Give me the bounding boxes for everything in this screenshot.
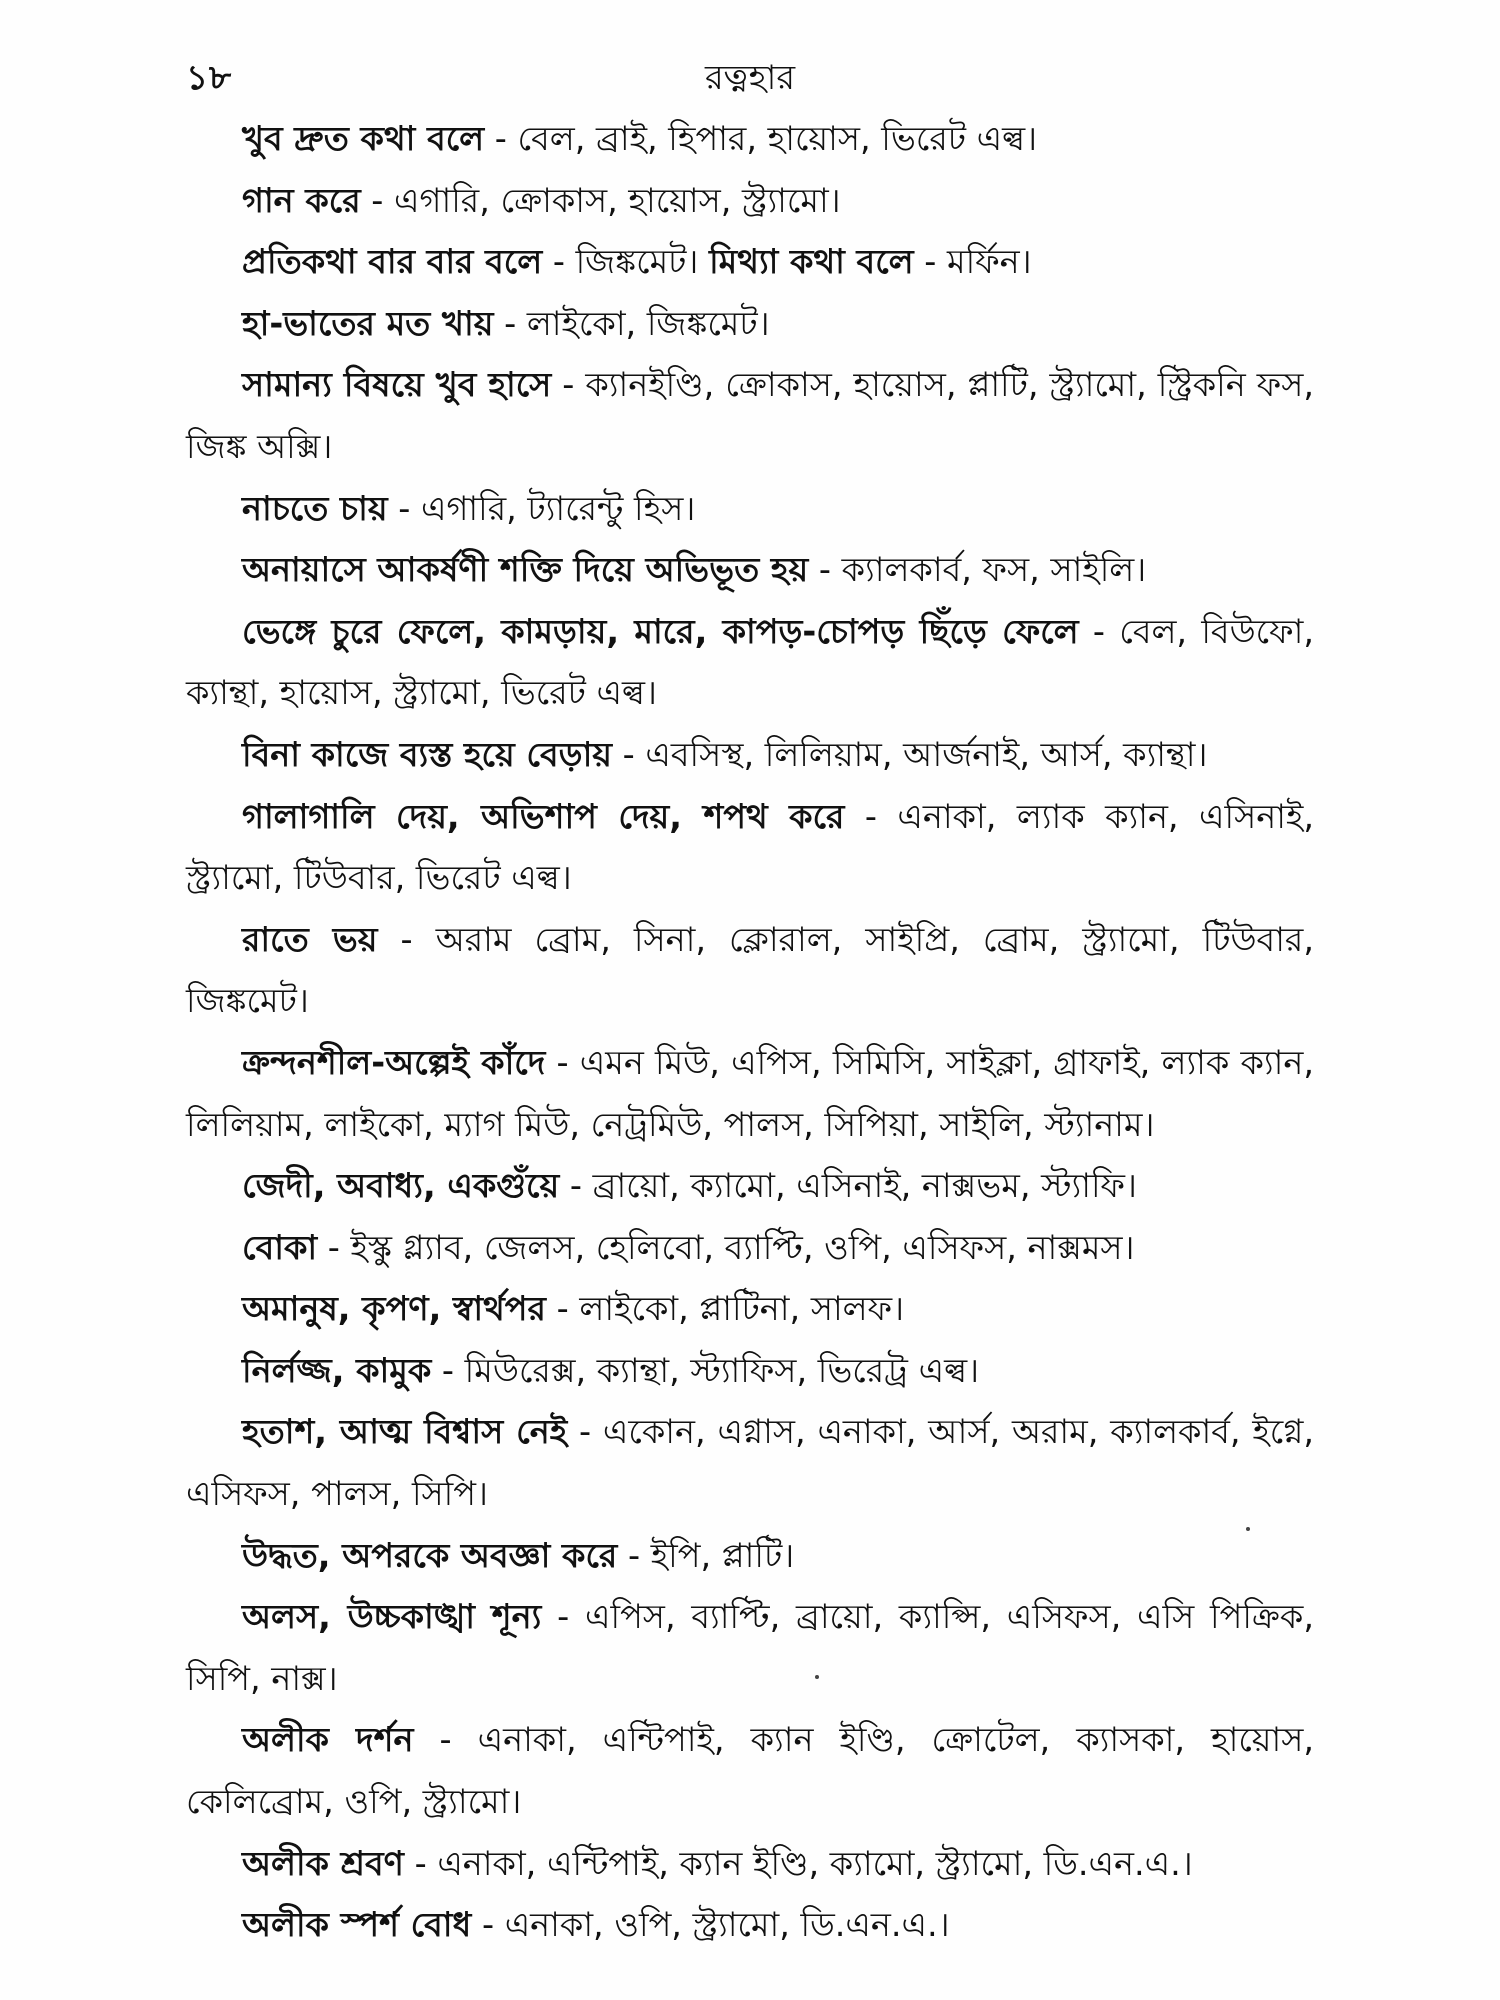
separator: -	[387, 488, 421, 528]
symptom-term: অনায়াসে আকর্ষণী শক্তি দিয়ে অভিভূত হয়	[242, 550, 809, 590]
page-header	[186, 52, 1314, 108]
entry-destructive	[186, 601, 1314, 724]
entry-speaks-fast	[186, 108, 1314, 170]
remedy-list: বেল, ব্রাই, হিপার, হায়োস, ভিরেট এল্ব।	[517, 119, 1038, 158]
symptom-term: অলস, উচ্চকাঙ্খা শূন্য	[242, 1597, 542, 1637]
separator: -	[413, 1720, 478, 1760]
entry-lacks-confidence	[186, 1401, 1314, 1524]
separator: -	[844, 796, 898, 836]
entry-laughs-at-trifles	[186, 354, 1314, 477]
remedy-list: এনাকা, এন্টিপাই, ক্যান ইণ্ডি, ক্রোটেল, ক্যাসকা, হায়োস, কেলিব্রোম, ওপি, স্ট্র্যামো।	[186, 1720, 1315, 1822]
entry-night-fear	[186, 909, 1314, 1032]
remedy-list: জিঙ্কমেট।	[575, 242, 699, 282]
symptom-term: ভেঙ্গে চুরে ফেলে, কামড়ায়, মারে, কাপড়-চোপড় ছিঁড়ে ফেলে	[242, 611, 1079, 651]
symptom-term: হতাশ, আত্ম বিশ্বাস নেই	[242, 1412, 568, 1452]
remedy-list: এপিস, ব্যাপ্টি, ব্রায়ো, ক্যাপ্সি, এসিফস, এসি পিক্রিক, সিপি, নাক্স।	[186, 1597, 1314, 1698]
symptom-term: বিনা কাজে ব্যস্ত হয়ে বেড়ায়	[242, 734, 613, 774]
separator: -	[431, 1350, 465, 1390]
symptom-term: প্রতিকথা বার বার বলে	[242, 242, 543, 282]
symptom-term: খুব দ্রুত কথা বলে	[242, 119, 485, 158]
remedy-list: এনাকা, ল্যাক ক্যান, এসিনাই, স্ট্র্যামো, টিউবার, ভিরেট এল্ব।	[186, 796, 1314, 898]
separator: -	[541, 1597, 585, 1637]
page-number: ১৮	[186, 58, 233, 98]
separator: -	[567, 1412, 603, 1452]
separator: -	[617, 1535, 651, 1575]
separator: -	[1078, 611, 1120, 651]
remedy-list: ইস্কু গ্ল্যাব, জেলস, হেলিবো, ব্যাপ্টি, ওপি, এসিফস, নাক্সমস।	[350, 1227, 1135, 1267]
entry-obstinate	[186, 1155, 1314, 1217]
symptom-term: অলীক দর্শন	[242, 1720, 414, 1760]
separator: -	[545, 1042, 580, 1082]
symptom-term: গান করে	[242, 180, 361, 220]
separator: -	[377, 919, 436, 959]
symptom-term: হা-ভাতের মত খায়	[242, 303, 494, 343]
remedy-list: অরাম ব্রোম, সিনা, ক্লোরাল, সাইপ্রি, ব্রোম, স্ট্র্যামো, টিউবার, জিঙ্কমেট।	[186, 919, 1314, 1021]
entry-eats-greedily	[186, 293, 1314, 355]
remedy-list: লাইকো, প্লাটিনা, সালফ।	[579, 1289, 905, 1329]
entry-easily-magnetized	[186, 539, 1314, 601]
separator: -	[612, 734, 646, 774]
entry-shameless	[186, 1340, 1314, 1402]
remedy-list: এগারি, ট্যারেন্টু হিস।	[420, 488, 696, 528]
separator: -	[484, 119, 518, 158]
remedy-list: ক্যানইণ্ডি, ক্রোকাস, হায়োস, প্লাটি, স্ট্র্যামো, স্ট্রিকনি ফস, জিঙ্ক অক্সি।	[186, 365, 1314, 466]
entry-weeps-easily	[186, 1032, 1314, 1155]
symptom-term: জেদী, অবাধ্য, একগুঁয়ে	[242, 1166, 560, 1206]
remedy-list: এবসিস্থ, লিলিয়াম, আর্জনাই, আর্স, ক্যান্থা।	[645, 734, 1208, 774]
symptom-remedy-list	[186, 108, 1314, 1956]
separator: -	[913, 242, 948, 282]
remedy-list: এমন মিউ, এপিস, সিমিসি, সাইক্লা, গ্রাফাই, ল্যাক ক্যান, লিলিয়াম, লাইকো, ম্যাগ মিউ, নেট্রমিউ, পালস, সিপিয়া, সাইলি, স্ট্যানাম।	[186, 1042, 1314, 1144]
symptom-term: নাচতে চায়	[242, 488, 388, 528]
remedy-list: এনাকা, ওপি, স্ট্র্যামো, ডি.এন.এ.।	[504, 1905, 950, 1945]
remedy-list: একোন, এগ্নাস, এনাকা, আর্স, অরাম, ক্যালকার্ব, ইগ্নে, এসিফস, পালস, সিপি।	[186, 1412, 1314, 1514]
entry-visual-hallucination	[186, 1709, 1314, 1832]
separator: -	[403, 1843, 438, 1883]
remedy-list: ব্রায়ো, ক্যামো, এসিনাই, নাক্সভম, স্ট্যাফি।	[592, 1166, 1137, 1206]
symptom-term: গালাগালি দেয়, অভিশাপ দেয়, শপথ করে	[242, 796, 845, 836]
symptom-term: নির্লজ্জ, কামুক	[242, 1350, 432, 1390]
separator: -	[317, 1227, 351, 1267]
symptom-term: অলীক শ্রবণ	[242, 1843, 404, 1883]
separator: -	[559, 1166, 593, 1206]
symptom-term: অমানুষ, কৃপণ, স্বার্থপর	[242, 1289, 546, 1329]
entry-auditory-hallucination	[186, 1833, 1314, 1895]
entry-repeats-words	[186, 231, 1314, 293]
entry-tactile-hallucination	[186, 1894, 1314, 1956]
entry-arrogant	[186, 1525, 1314, 1587]
print-speck	[815, 1675, 819, 1679]
separator: -	[808, 550, 842, 590]
separator: -	[545, 1289, 580, 1329]
symptom-term: বোকা	[242, 1227, 318, 1267]
separator: -	[551, 365, 586, 405]
separator: -	[471, 1905, 505, 1945]
symptom-term: অলীক স্পর্শ বোধ	[242, 1905, 472, 1945]
entry-sings	[186, 170, 1314, 232]
remedy-list: বেল, বিউফো, ক্যান্থা, হায়োস, স্ট্র্যামো, ভিরেট এল্ব।	[186, 611, 1314, 713]
symptom-term: সামান্য বিষয়ে খুব হাসে	[242, 365, 552, 405]
separator: -	[493, 303, 527, 343]
remedy-list-lies: মর্ফিন।	[947, 242, 1032, 282]
running-title: রত্নহার	[704, 58, 796, 98]
remedy-list: এগারি, ক্রোকাস, হায়োস, স্ট্র্যামো।	[394, 180, 841, 220]
print-speck	[1246, 1527, 1250, 1531]
remedy-list: মিউরেক্স, ক্যান্থা, স্ট্যাফিস, ভিরেট্র এল্ব।	[464, 1350, 980, 1390]
entry-curses-swears	[186, 786, 1314, 909]
entry-wants-to-dance	[186, 478, 1314, 540]
remedy-list: ক্যালকার্ব, ফস, সাইলি।	[841, 550, 1147, 590]
separator: -	[542, 242, 576, 282]
remedy-list: এনাকা, এন্টিপাই, ক্যান ইণ্ডি, ক্যামো, স্ট্র্যামো, ডি.এন.এ.।	[437, 1843, 1193, 1883]
entry-selfish	[186, 1278, 1314, 1340]
entry-foolish	[186, 1217, 1314, 1279]
remedy-list: লাইকো, জিঙ্কমেট।	[526, 303, 770, 343]
symptom-term-lies: মিথ্যা কথা বলে	[709, 242, 914, 282]
separator: -	[360, 180, 395, 220]
remedy-list: ইপি, প্লাটি।	[650, 1535, 795, 1575]
symptom-term: ক্রন্দনশীল-অল্পেই কাঁদে	[242, 1042, 546, 1082]
entry-busy-without-work	[186, 724, 1314, 786]
symptom-term: রাতে ভয়	[242, 919, 378, 959]
entry-lazy	[186, 1586, 1314, 1709]
symptom-term: উদ্ধত, অপরকে অবজ্ঞা করে	[242, 1535, 618, 1575]
